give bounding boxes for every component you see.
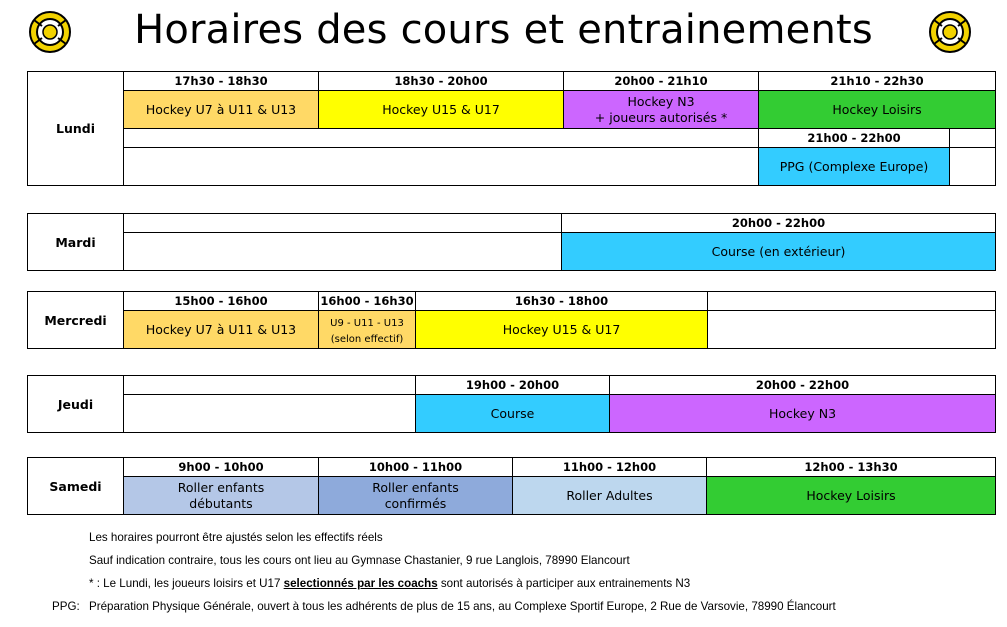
activity-line: débutants	[189, 495, 253, 511]
club-logo-icon	[28, 10, 72, 54]
wednesday-schedule	[27, 291, 996, 349]
day-label: Lundi	[28, 72, 124, 186]
time-slot: 20h00 - 21h10	[564, 72, 759, 91]
note-text: sont autorisés à participer aux entrainements N3	[437, 577, 691, 590]
activity-cell	[319, 311, 416, 349]
note-line: Les horaires pourront être ajustés selon les effectifs réels	[89, 531, 383, 544]
ppg-label: PPG:	[52, 600, 80, 613]
empty-cell	[708, 292, 996, 311]
club-logo-icon	[928, 10, 972, 54]
time-slot: 21h10 - 22h30	[759, 72, 996, 91]
activity-line: Roller enfants	[372, 479, 459, 495]
time-slot: 18h30 - 20h00	[319, 72, 564, 91]
time-slot: 10h00 - 11h00	[319, 458, 513, 477]
activity-cell: PPG (Complexe Europe)	[759, 148, 950, 186]
empty-cell	[124, 148, 759, 186]
note-line	[89, 577, 690, 590]
empty-cell	[708, 311, 996, 349]
activity-cell: Course (en extérieur)	[562, 233, 996, 271]
thursday-schedule	[27, 375, 996, 433]
time-slot: 19h00 - 20h00	[416, 376, 610, 395]
saturday-schedule	[27, 457, 996, 515]
activity-cell: Hockey U7 à U11 & U13	[124, 311, 319, 349]
activity-cell	[319, 477, 513, 515]
empty-cell	[950, 129, 996, 148]
time-slot: 20h00 - 22h00	[562, 214, 996, 233]
activity-line: Roller enfants	[177, 479, 265, 495]
time-slot: 9h00 - 10h00	[124, 458, 319, 477]
time-slot: 20h00 - 22h00	[610, 376, 996, 395]
activity-cell: Hockey U15 & U17	[319, 91, 564, 129]
day-label: Mardi	[28, 214, 124, 271]
day-label: Samedi	[28, 458, 124, 515]
activity-cell: Roller Adultes	[513, 477, 707, 515]
activity-cell: Hockey Loisirs	[707, 477, 996, 515]
time-slot: 21h00 - 22h00	[759, 129, 950, 148]
ppg-definition: Préparation Physique Générale, ouvert à tous les adhérents de plus de 15 ans, au Complexe Sportif Europe, 2 Rue de Varsovie, 78990 Élancourt	[89, 600, 836, 613]
empty-cell	[124, 129, 759, 148]
activity-cell	[564, 91, 759, 129]
note-line: Sauf indication contraire, tous les cours ont lieu au Gymnase Chastanier, 9 rue Langlois, 78990 Elancourt	[89, 554, 630, 567]
time-slot: 17h30 - 18h30	[124, 72, 319, 91]
day-label: Mercredi	[28, 292, 124, 349]
activity-cell: Hockey U7 à U11 & U13	[124, 91, 319, 129]
time-slot: 15h00 - 16h00	[124, 292, 319, 311]
time-slot: 12h00 - 13h30	[707, 458, 996, 477]
day-label: Jeudi	[28, 376, 124, 433]
activity-line: U9 - U11 - U13	[330, 317, 404, 329]
activity-line: + joueurs autorisés *	[594, 109, 728, 125]
activity-line: Hockey N3	[627, 93, 695, 109]
empty-cell	[124, 376, 416, 395]
activity-line: confirmés	[384, 495, 447, 511]
page-title: Horaires des cours et entrainements	[134, 7, 873, 53]
note-emphasis: selectionnés par les coachs	[283, 577, 438, 590]
time-slot: 16h30 - 18h00	[416, 292, 708, 311]
tuesday-schedule	[27, 213, 996, 271]
activity-cell: Hockey N3	[610, 395, 996, 433]
activity-line: (selon effectif)	[330, 333, 404, 345]
activity-cell: Hockey Loisirs	[759, 91, 996, 129]
time-slot: 16h00 - 16h30	[319, 292, 416, 311]
activity-cell: Course	[416, 395, 610, 433]
note-text: * : Le Lundi, les joueurs loisirs et U17	[89, 577, 284, 590]
empty-cell	[124, 233, 562, 271]
time-slot: 11h00 - 12h00	[513, 458, 707, 477]
empty-cell	[950, 148, 996, 186]
activity-cell: Hockey U15 & U17	[416, 311, 708, 349]
monday-schedule	[27, 71, 996, 186]
empty-cell	[124, 395, 416, 433]
activity-cell	[124, 477, 319, 515]
empty-cell	[124, 214, 562, 233]
